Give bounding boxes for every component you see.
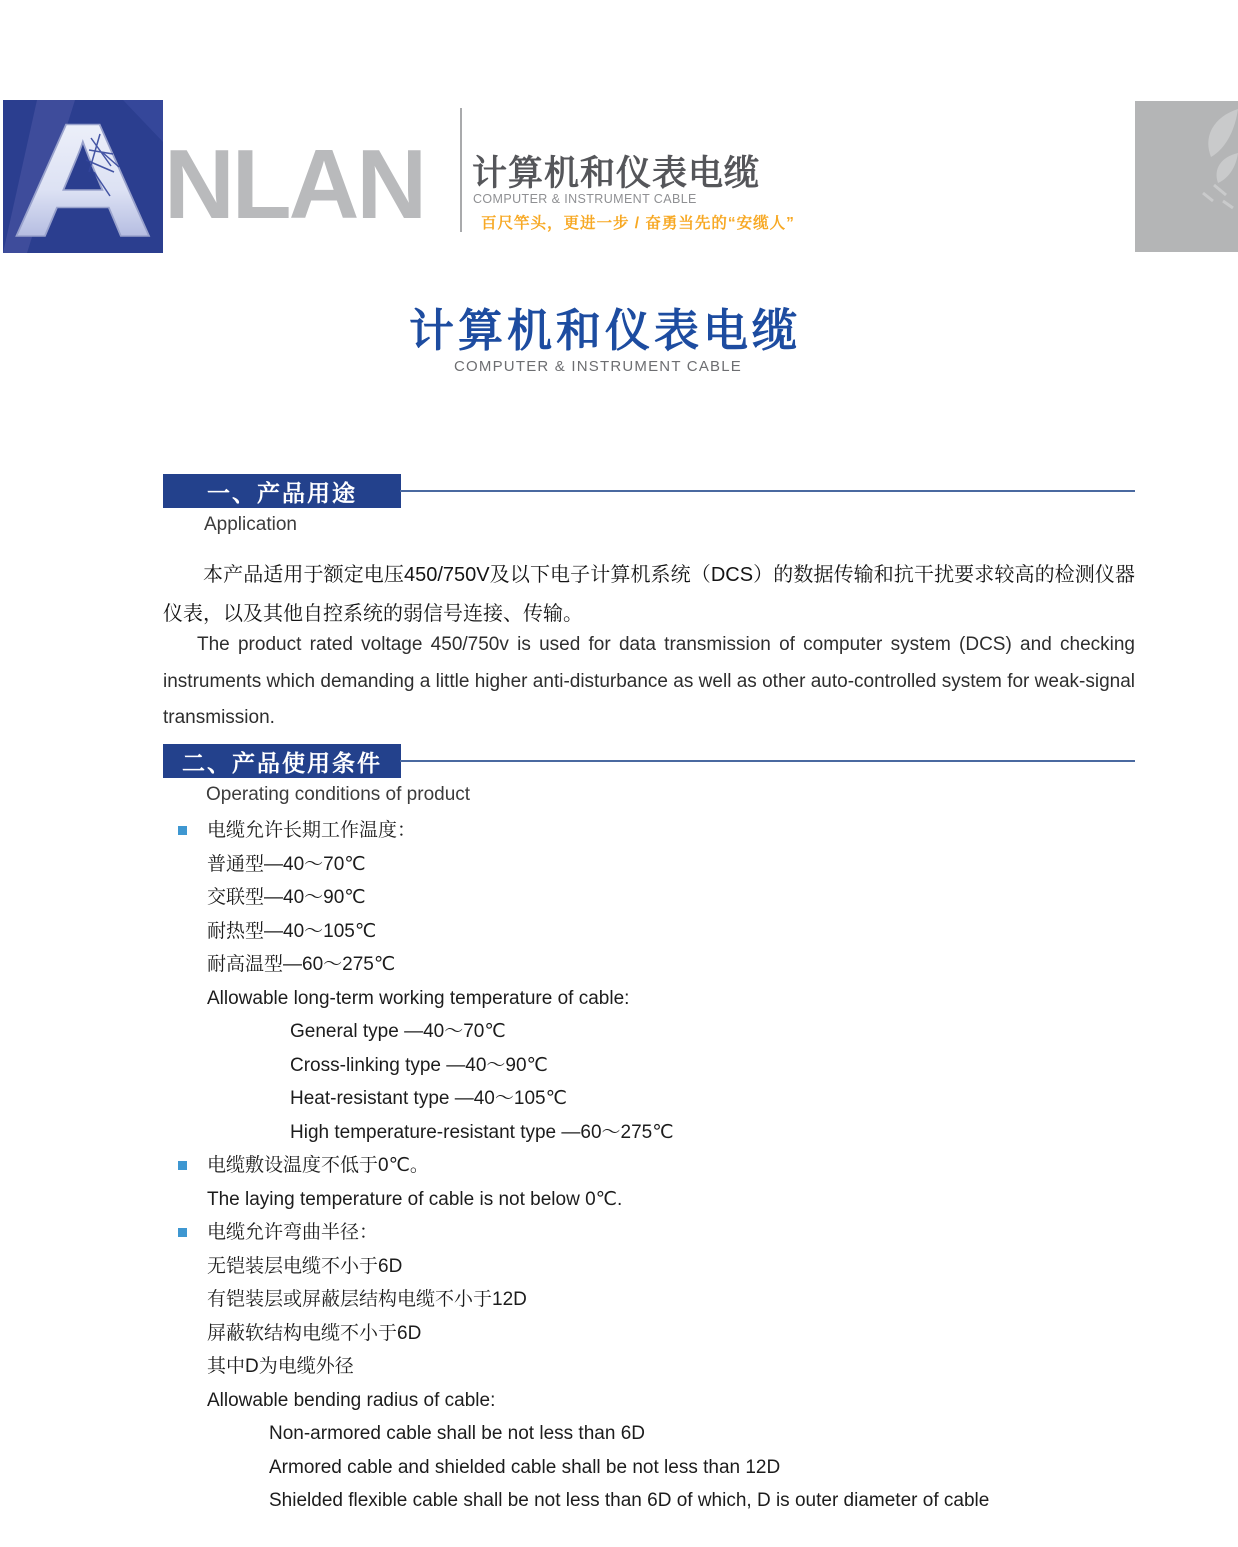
- svg-text:A: A: [11, 100, 155, 253]
- list-item: [163, 1049, 1153, 1083]
- bullet-square-icon: [178, 826, 187, 835]
- list-item: [163, 1216, 1153, 1250]
- anlan-logo-text: NLAN: [164, 129, 425, 239]
- list-item-text: High temperature-resistant type —60～275℃: [290, 1121, 674, 1143]
- list-item: [163, 1484, 1153, 1518]
- list-item: [163, 1116, 1153, 1150]
- list-item-text: Allowable long-term working temperature of cable:: [207, 987, 630, 1009]
- list-item-text: 耐高温型—60～275℃: [207, 954, 396, 975]
- list-item-text: Cross-linking type —40～90℃: [290, 1054, 548, 1076]
- list-item-text: Armored cable and shielded cable shall be not less than 12D: [269, 1456, 781, 1478]
- section-2-heading: 二、产品使用条件: [182, 749, 382, 776]
- list-item-text: Shielded flexible cable shall be not less than 6D of which, D is outer diameter of cable: [269, 1490, 990, 1511]
- page-title: 计算机和仪表电缆: [408, 305, 801, 356]
- header-product-title-en: COMPUTER & INSTRUMENT CABLE: [473, 192, 697, 206]
- section-1-heading: 一、产品用途: [207, 479, 357, 506]
- page-subtitle: COMPUTER & INSTRUMENT CABLE: [454, 358, 742, 375]
- list-item-text: 其中D为电缆外径: [207, 1356, 354, 1377]
- list-item-text: 无铠装层电缆不小于6D: [207, 1255, 403, 1277]
- list-item: [163, 915, 1153, 949]
- list-item-text: 有铠装层或屏蔽层结构电缆不小于12D: [207, 1289, 527, 1310]
- bullet-square-icon: [178, 1228, 187, 1237]
- list-item-text: Non-armored cable shall be not less than 6D: [269, 1423, 645, 1444]
- section-2-heading-bar: [163, 744, 401, 778]
- list-item: [163, 1283, 1153, 1317]
- list-item: [163, 1250, 1153, 1284]
- list-item: [163, 1082, 1153, 1116]
- header-product-title-zh: 计算机和仪表电缆: [472, 154, 761, 193]
- anlan-logo-a-icon: [3, 100, 163, 253]
- list-item: [163, 814, 1153, 848]
- application-paragraph-zh: 本产品适用于额定电压450/750V及以下电子计算机系统（DCS）的数据传输和抗干扰要求较高的检测仪器仪表，以及其他自控系统的弱信号连接、传输。: [163, 564, 1135, 625]
- list-item-text: 普通型—40～70℃: [207, 853, 366, 875]
- list-item: [163, 848, 1153, 882]
- header-divider: [460, 108, 462, 232]
- bullet-square-icon: [178, 1161, 187, 1170]
- list-item: [163, 1015, 1153, 1049]
- list-item-text: Allowable bending radius of cable:: [207, 1389, 496, 1411]
- section-1-subheading: Application: [204, 514, 297, 535]
- list-item: [163, 982, 1153, 1016]
- section-2-subheading: Operating conditions of product: [206, 784, 471, 805]
- list-item-text: 耐热型—40～105℃: [207, 920, 377, 942]
- list-item-text: 电缆允许长期工作温度：: [207, 820, 417, 841]
- application-paragraph-en: The product rated voltage 450/750v is used for data transmission of computer system (DCS) and checking instruments which demanding a little higher anti-disturbance as well as other auto-controlled system for weak-signal transmission.: [163, 634, 1135, 728]
- section-1-heading-bar: [163, 474, 401, 508]
- list-item: [163, 1183, 1153, 1217]
- list-item-text: 交联型—40～90℃: [207, 887, 366, 908]
- list-item-text: 电缆敷设温度不低于0℃。: [207, 1155, 429, 1176]
- list-item: [163, 1317, 1153, 1351]
- list-item-text: 屏蔽软结构电缆不小于6D: [207, 1322, 422, 1344]
- header-photo-leaf-icon: [1135, 101, 1238, 252]
- list-item: [163, 1451, 1153, 1485]
- list-item-text: The laying temperature of cable is not below 0℃.: [207, 1188, 623, 1210]
- conditions-list: [163, 814, 1153, 1518]
- section-1-rule: [400, 490, 1135, 492]
- list-item: [163, 1417, 1153, 1451]
- header-tagline: 百尺竿头，更进一步 / 奋勇当先的“安缆人”: [481, 215, 795, 232]
- list-item: [163, 1384, 1153, 1418]
- list-item-text: Heat-resistant type —40～105℃: [290, 1088, 567, 1109]
- list-item: [163, 1350, 1153, 1384]
- list-item-text: 电缆允许弯曲半径：: [207, 1222, 379, 1243]
- list-item: [163, 881, 1153, 915]
- list-item-text: General type —40～70℃: [290, 1021, 506, 1042]
- list-item: [163, 1149, 1153, 1183]
- list-item: [163, 948, 1153, 982]
- section-2-rule: [400, 760, 1135, 762]
